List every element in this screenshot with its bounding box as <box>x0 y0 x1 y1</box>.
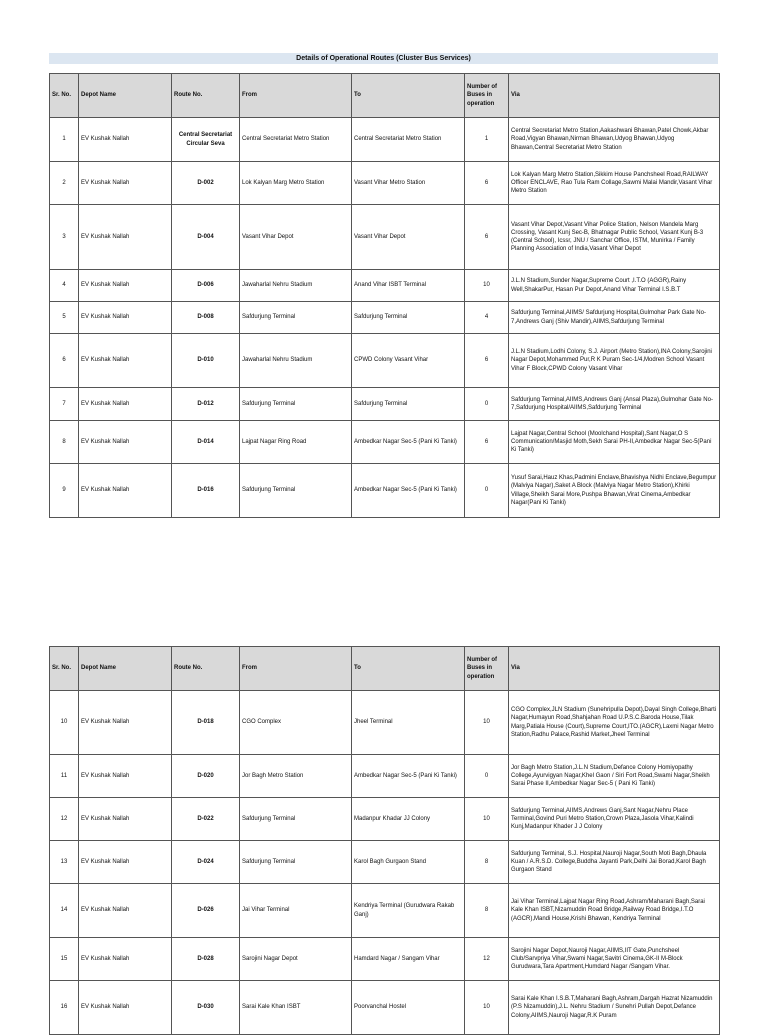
cell-to: Safdurjung Terminal <box>352 388 465 421</box>
table-header-row <box>50 74 720 118</box>
table-row <box>50 421 720 464</box>
cell-to: Hamdard Nagar / Sangam Vihar <box>352 938 465 981</box>
cell-depot: EV Kushak Nallah <box>79 118 172 162</box>
cell-sr: 9 <box>50 464 79 518</box>
cell-depot: EV Kushak Nallah <box>79 302 172 334</box>
cell-from: Safdurjung Terminal <box>240 841 352 884</box>
cell-buses: 10 <box>465 798 509 841</box>
cell-via: Lok Kalyan Marg Metro Station,Sikkim House Panchsheel Road,RAILWAY Officer ENCLAVE, Rao Tula Ram Collage,Sawmi Malai Mandir,Vasant Vihar Metro Station <box>509 162 720 205</box>
cell-to: Ambedkar Nagar Sec-5 (Pani Ki Tanki) <box>352 755 465 798</box>
cell-to: Safdurjung Terminal <box>352 302 465 334</box>
cell-via: Safdurjung Terminal,AIIMS,Andrews Ganj (Ansal Plaza),Gulmohar Gate No-7,Safdurjung Hospital/AIIMS,Safdurjung Terminal <box>509 388 720 421</box>
cell-sr: 7 <box>50 388 79 421</box>
cell-via: Vasant Vihar Depot,Vasant Vihar Police Station, Nelson Mandela Marg Crossing, Vasant Kunj Sec-B, Bhatnagar Public School, Vasant Kunj B-3 (Central School), Icssr, JNU / Sanchar Office, ISTM, Munirka / Family Planning Association of India,Vasant Vihar Depot <box>509 205 720 270</box>
table-row <box>50 118 720 162</box>
cell-via: J.L.N Stadium,Sunder Nagar,Supreme Court ,I.T.O (AGGR),Rainy Well,ShakarPur, Hasan Pur Depot,Anand Vihar Terminal I.S.B.T <box>509 270 720 302</box>
cell-sr: 8 <box>50 421 79 464</box>
cell-sr: 15 <box>50 938 79 981</box>
cell-route: D-016 <box>172 464 240 518</box>
cell-from: Safdurjung Terminal <box>240 798 352 841</box>
cell-depot: EV Kushak Nallah <box>79 421 172 464</box>
cell-sr: 1 <box>50 118 79 162</box>
header-from: From <box>240 74 352 118</box>
cell-from: CGO Complex <box>240 691 352 755</box>
cell-to: Kendriya Terminal (Gurudwara Rakab Ganj) <box>352 884 465 938</box>
cell-route: D-002 <box>172 162 240 205</box>
table-row <box>50 334 720 388</box>
cell-route: D-014 <box>172 421 240 464</box>
cell-sr: 3 <box>50 205 79 270</box>
cell-buses: 12 <box>465 938 509 981</box>
cell-buses: 1 <box>465 118 509 162</box>
table-row <box>50 388 720 421</box>
cell-route: D-028 <box>172 938 240 981</box>
cell-depot: EV Kushak Nallah <box>79 691 172 755</box>
cell-depot: EV Kushak Nallah <box>79 162 172 205</box>
cell-to: Central Secretariat Metro Station <box>352 118 465 162</box>
cell-route: D-006 <box>172 270 240 302</box>
cell-via: Jai Vihar Terminal,Lajpat Nagar Ring Road,Ashram/Maharani Bagh,Sarai Kale Khan ISBT,Nizamuddin Road Bridge,Railway Road Bridge,I.T.O (AGCR),Mandi House,Krishi Bhawan, Kendriya Terminal <box>509 884 720 938</box>
header-via: Via <box>509 647 720 691</box>
header-to: To <box>352 647 465 691</box>
cell-to: Madanpur Khadar JJ Colony <box>352 798 465 841</box>
cell-depot: EV Kushak Nallah <box>79 388 172 421</box>
cell-route: D-008 <box>172 302 240 334</box>
cell-depot: EV Kushak Nallah <box>79 755 172 798</box>
cell-via: Jor Bagh Metro Station,J.L.N Stadium,Defance Colony Homiyopathy College,Ayurvigyan Nagar,Khel Gaon / Siri Fort Road,Swami Nagar,Sheikh Sarai Phase II,Ambedkar Nagar Sec-5 ( Pani Ki Tanki) <box>509 755 720 798</box>
cell-via: Safdurjung Terminal,AIIMS/ Safdurjung Hospital,Gulmohar Park Gate No-7,Andrews Ganj (Shiv Mandir),AIIMS,Safdurjung Terminal <box>509 302 720 334</box>
cell-from: Jawaharlal Nehru Stadium <box>240 270 352 302</box>
cell-buses: 0 <box>465 388 509 421</box>
table-row <box>50 162 720 205</box>
cell-from: Jawaharlal Nehru Stadium <box>240 334 352 388</box>
header-route-no: Route No. <box>172 647 240 691</box>
cell-depot: EV Kushak Nallah <box>79 334 172 388</box>
cell-route: D-018 <box>172 691 240 755</box>
table-row <box>50 755 720 798</box>
cell-sr: 5 <box>50 302 79 334</box>
cell-buses: 6 <box>465 162 509 205</box>
cell-buses: 6 <box>465 421 509 464</box>
routes-table-1 <box>49 73 720 518</box>
cell-buses: 4 <box>465 302 509 334</box>
cell-via: Safdurjung Terminal, S.J. Hospital,Nauroji Nagar,South Moti Bagh,Dhaula Kuan / A.R.S.D. College,Buddha Jayanti Park,Delhi Jai Borad,Karol Bagh Gurgaon Stand <box>509 841 720 884</box>
cell-depot: EV Kushak Nallah <box>79 884 172 938</box>
cell-sr: 11 <box>50 755 79 798</box>
cell-route: D-022 <box>172 798 240 841</box>
cell-to: Vasant Vihar Metro Station <box>352 162 465 205</box>
cell-from: Sarojini Nagar Depot <box>240 938 352 981</box>
cell-to: Ambedkar Nagar Sec-5 (Pani Ki Tanki) <box>352 464 465 518</box>
cell-from: Vasant Vihar Depot <box>240 205 352 270</box>
cell-sr: 6 <box>50 334 79 388</box>
cell-depot: EV Kushak Nallah <box>79 938 172 981</box>
cell-sr: 2 <box>50 162 79 205</box>
cell-to: CPWD Colony Vasant Vihar <box>352 334 465 388</box>
cell-route: Central Secretariat Circular Seva <box>172 118 240 162</box>
table-row <box>50 270 720 302</box>
cell-route: D-012 <box>172 388 240 421</box>
header-buses: Number of Buses in operation <box>465 74 509 118</box>
cell-depot: EV Kushak Nallah <box>79 205 172 270</box>
cell-sr: 13 <box>50 841 79 884</box>
cell-to: Poorvanchal Hostel <box>352 981 465 1035</box>
cell-via: Safdurjung Terminal,AIIMS,Andrews Ganj,Sant Nagar,Nehru Place Terminal,Govind Puri Metro Station,Crown Plaza,Jasola Vihar,Kalindi Kunj,Madanpur Khader J J Colony <box>509 798 720 841</box>
cell-route: D-024 <box>172 841 240 884</box>
cell-to: Karol Bagh Gurgaon Stand <box>352 841 465 884</box>
cell-from: Central Secretariat Metro Station <box>240 118 352 162</box>
cell-buses: 10 <box>465 981 509 1035</box>
header-buses: Number of Buses in operation <box>465 647 509 691</box>
document-title: Details of Operational Routes (Cluster Bus Services) <box>49 53 718 64</box>
cell-depot: EV Kushak Nallah <box>79 841 172 884</box>
header-depot-name: Depot Name <box>79 74 172 118</box>
header-to: To <box>352 74 465 118</box>
cell-buses: 0 <box>465 755 509 798</box>
table-row <box>50 798 720 841</box>
header-sr-no: Sr. No. <box>50 74 79 118</box>
cell-buses: 8 <box>465 884 509 938</box>
cell-via: Lajpat Nagar,Central School (Moolchand Hospital),Sant Nagar,O S Communication/Masjid Moth,Sekh Sarai PH-II,Ambedkar Nagar Sec-5(Pani Ki Tanki) <box>509 421 720 464</box>
cell-buses: 6 <box>465 205 509 270</box>
cell-from: Safdurjung Terminal <box>240 302 352 334</box>
cell-route: D-030 <box>172 981 240 1035</box>
table-row <box>50 464 720 518</box>
cell-via: Central Secretariat Metro Station,Aakashwani Bhawan,Patel Chowk,Akbar Road,Vigyan Bhawan,Nirman Bhawan,Udyog Bhawan,Udyog Bhawan,Central Secretariat Metro Station <box>509 118 720 162</box>
cell-from: Lok Kalyan Marg Metro Station <box>240 162 352 205</box>
header-from: From <box>240 647 352 691</box>
cell-sr: 10 <box>50 691 79 755</box>
cell-via: Yusuf Sarai,Hauz Khas,Padmini Enclave,Bhavishya Nidhi Enclave,Begumpur (Malviya Nagar),Saket A Block (Malviya Nagar Metro Station),Khirki Village,Sheikh Sarai More,Pushpa Bhawan,Virat Cinema,Ambedkar Nagar(Pani Ki Tanki) <box>509 464 720 518</box>
cell-buses: 8 <box>465 841 509 884</box>
cell-from: Jai Vihar Terminal <box>240 884 352 938</box>
cell-via: Sarojini Nagar Depot,Nauroji Nagar,AIIMS,IIT Gate,Punchsheel Club/Sarvpriya Vihar,Swami Nagar,Savitri Cinema,GK-II M-Block Gurudwara,Tara Apartment,Humdard Nagar /Sangam Vihar. <box>509 938 720 981</box>
cell-buses: 0 <box>465 464 509 518</box>
cell-via: J.L.N Stadium,Lodhi Colony, S.J. Airport (Metro Station),INA Colony,Sarojini Nagar Depot,Mohammed Pur,R K Puram Sec-1/4,Modren School Vasant Vihar F Block,CPWD Colony Vasant Vihar <box>509 334 720 388</box>
cell-depot: EV Kushak Nallah <box>79 464 172 518</box>
cell-buses: 10 <box>465 270 509 302</box>
table-row <box>50 938 720 981</box>
cell-to: Anand Vihar ISBT Terminal <box>352 270 465 302</box>
cell-buses: 10 <box>465 691 509 755</box>
cell-from: Safdurjung Terminal <box>240 464 352 518</box>
header-sr-no: Sr. No. <box>50 647 79 691</box>
header-via: Via <box>509 74 720 118</box>
cell-to: Vasant Vihar Depot <box>352 205 465 270</box>
cell-to: Jheel Terminal <box>352 691 465 755</box>
cell-buses: 6 <box>465 334 509 388</box>
table-row <box>50 884 720 938</box>
cell-depot: EV Kushak Nallah <box>79 981 172 1035</box>
cell-via: Sarai Kale Khan I.S.B.T,Maharani Bagh,Ashram,Dargah Hazrat Nizamuddin (P.S Nizamuddin),J.L. Nehru Stadium / Sunehri Pullah Depot,Defance Colony,AIIMS,Nauroji Nagar,R.K Puram <box>509 981 720 1035</box>
cell-route: D-026 <box>172 884 240 938</box>
cell-depot: EV Kushak Nallah <box>79 270 172 302</box>
cell-route: D-020 <box>172 755 240 798</box>
table-row <box>50 981 720 1035</box>
table-row <box>50 205 720 270</box>
cell-from: Safdurjung Terminal <box>240 388 352 421</box>
cell-from: Lajpat Nagar Ring Road <box>240 421 352 464</box>
header-route-no: Route No. <box>172 74 240 118</box>
cell-from: Sarai Kale Khan ISBT <box>240 981 352 1035</box>
cell-to: Ambedkar Nagar Sec-5 (Pani Ki Tanki) <box>352 421 465 464</box>
table-row <box>50 302 720 334</box>
cell-from: Jor Bagh Metro Station <box>240 755 352 798</box>
table-header-row <box>50 647 720 691</box>
cell-sr: 4 <box>50 270 79 302</box>
cell-route: D-004 <box>172 205 240 270</box>
header-depot-name: Depot Name <box>79 647 172 691</box>
table-row <box>50 841 720 884</box>
cell-depot: EV Kushak Nallah <box>79 798 172 841</box>
cell-sr: 16 <box>50 981 79 1035</box>
cell-sr: 12 <box>50 798 79 841</box>
table-row <box>50 691 720 755</box>
routes-table-2 <box>49 646 720 1035</box>
cell-route: D-010 <box>172 334 240 388</box>
cell-via: CGO Complex,JLN Stadium (Sunehripulla Depot),Dayal Singh College,Bharti Nagar,Humayun Road,Shahjahan Road U.P.S.C.Baroda House,Tilak Marg,Patiala House (Court),Supreme Court,ITO.(AGCR),Laxmi Nagar Metro Station,Radhu Palace,Rashid Market,Jheel Terminal <box>509 691 720 755</box>
cell-sr: 14 <box>50 884 79 938</box>
